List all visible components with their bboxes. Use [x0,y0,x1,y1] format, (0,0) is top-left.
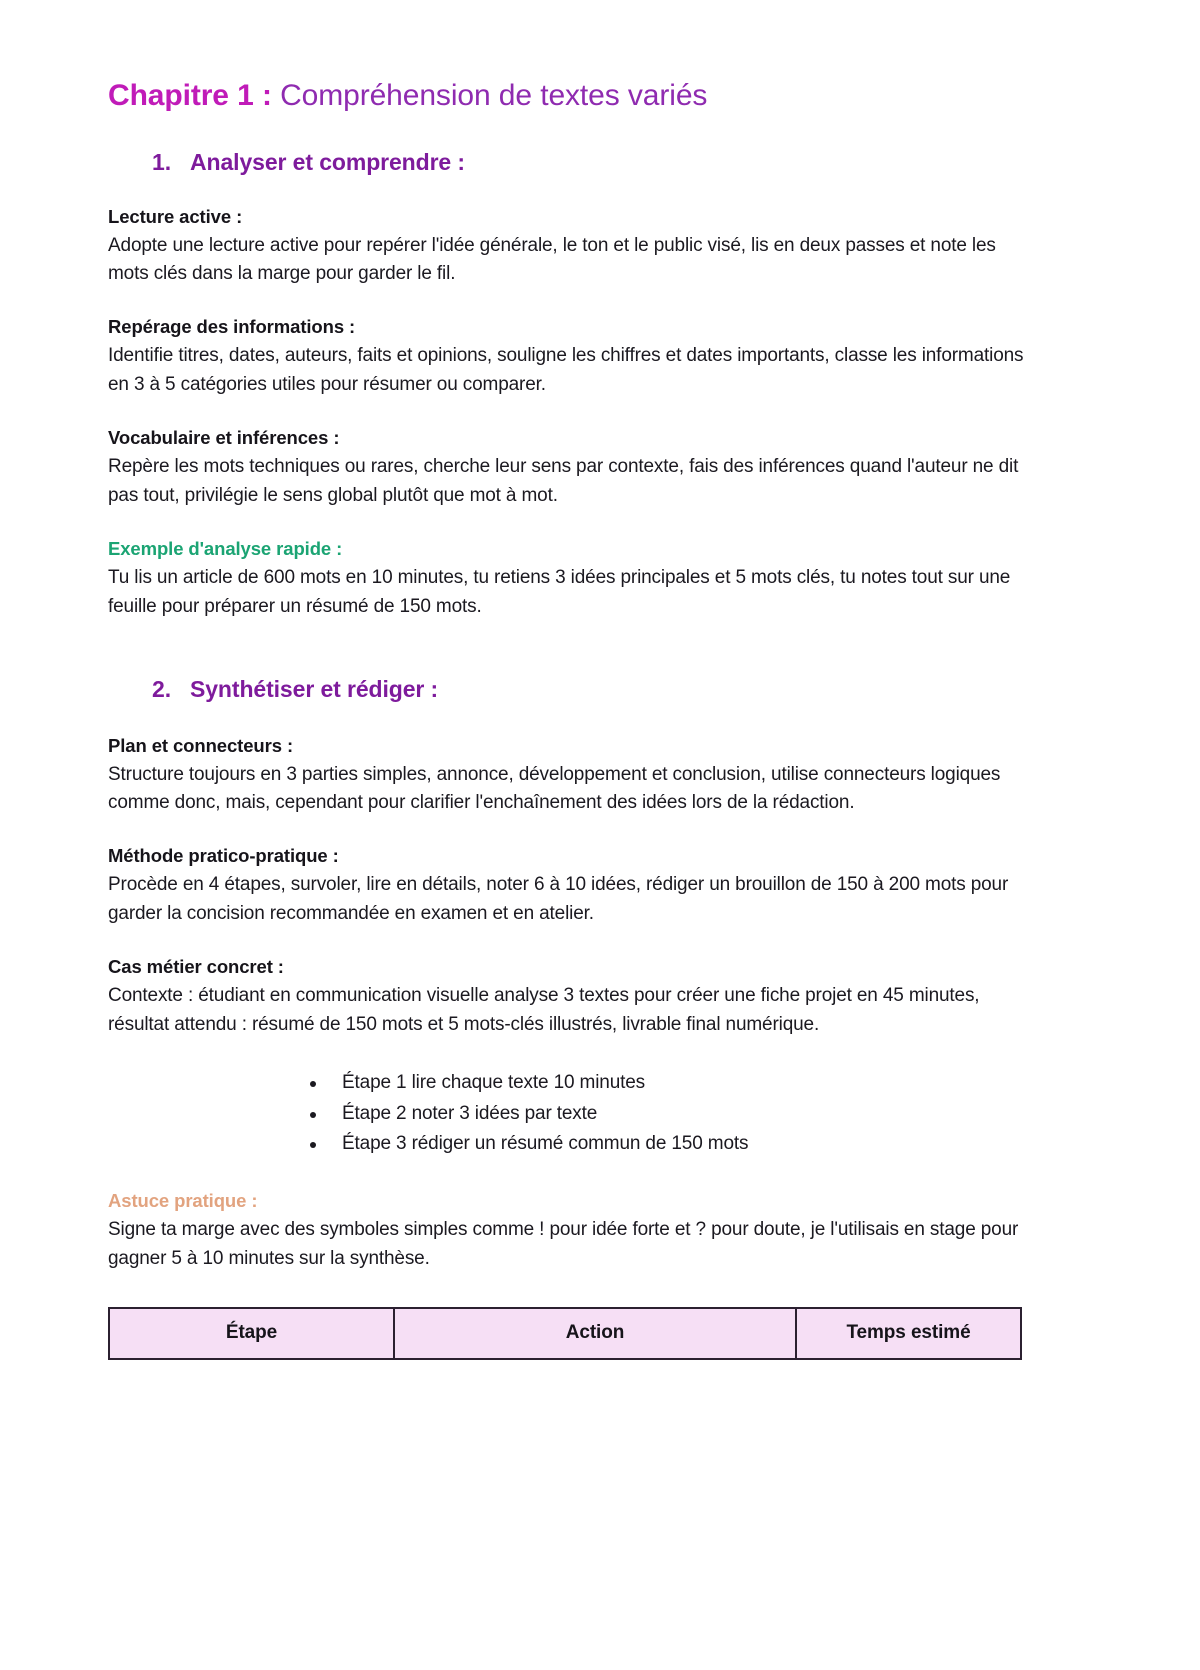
block-body: Repère les mots techniques ou rares, cherche leur sens par contexte, fais des inférences quand l'auteur ne dit pas tout, privilégie le sens global plutôt que mot à mot. [108,456,1019,506]
list-item: Étape 3 rédiger un résumé commun de 150 mots [304,1129,1092,1160]
block-body: Contexte : étudiant en communication visuelle analyse 3 textes pour créer une fiche projet en 45 minutes, résultat attendu : résumé de 150 mots et 5 mots-clés illustrés, livrable final numérique. [108,985,980,1035]
list-item: Étape 2 noter 3 idées par texte [304,1099,1092,1130]
block-title: Lecture active : [108,205,243,227]
table-header-action: Action [394,1308,796,1359]
block-title: Méthode pratico-pratique : [108,845,339,867]
section-label-2: Synthétiser et rédiger : [190,675,439,702]
steps-bullet-list [108,1068,1092,1160]
section-heading-2 [108,676,1092,703]
section-label-1: Analyser et comprendre : [190,148,465,175]
section-number-1: 1. [152,148,171,175]
block-exemple-analyse-rapide [108,538,1036,622]
block-cas-metier-concret [108,956,1036,1040]
section-heading-1 [108,149,1092,176]
block-reperage-informations [108,316,1036,400]
block-body: Identifie titres, dates, auteurs, faits et opinions, souligne les chiffres et dates importants, classe les informations en 3 à 5 catégories utiles pour résumer ou comparer. [108,345,1024,396]
steps-table [108,1307,1022,1360]
section-number-2: 2. [152,675,171,702]
chapter-label: Chapitre 1 : [108,79,272,112]
block-title: Plan et connecteurs : [108,734,294,756]
block-body: Tu lis un article de 600 mots en 10 minutes, tu retiens 3 idées principales et 5 mots clés, tu notes tout sur une feuille pour préparer un résumé de 150 mots. [108,566,1011,617]
chapter-title: Compréhension de textes variés [271,79,708,112]
table-header-temps-estime: Temps estimé [796,1308,1021,1359]
block-methode-pratico-pratique [108,845,1036,929]
block-title: Vocabulaire et inférences : [108,427,340,449]
list-item: Étape 1 lire chaque texte 10 minutes [304,1068,1092,1099]
table-header-etape: Étape [109,1308,394,1359]
steps-table-wrapper [108,1307,1092,1360]
block-plan-connecteurs [108,735,1036,819]
block-title: Repérage des informations : [108,316,356,338]
block-body: Adopte une lecture active pour repérer l'idée générale, le ton et le public visé, lis en deux passes et note les mots clés dans la marge pour garder le fil. [108,234,996,285]
block-body: Structure toujours en 3 parties simples, annonce, développement et conclusion, utilise connecteurs logiques comme donc, mais, cependant pour clarifier l'enchaînement des idées lors de la rédaction. [108,763,1001,814]
block-body: Signe ta marge avec des symboles simples comme ! pour idée forte et ? pour doute, je l'utilisais en stage pour gagner 5 à 10 minutes sur la synthèse. [108,1219,1019,1270]
block-title: Exemple d'analyse rapide : [108,537,343,559]
table-header-row [109,1308,1021,1359]
block-astuce-pratique [108,1190,1036,1274]
block-body: Procède en 4 étapes, survoler, lire en détails, noter 6 à 10 idées, rédiger un brouillon de 150 à 200 mots pour garder la concision recommandée en examen et en atelier. [108,874,1009,925]
block-title: Cas métier concret : [108,956,284,978]
page-title [108,78,1092,115]
block-title: Astuce pratique : [108,1190,258,1212]
block-vocabulaire-inferences [108,427,1036,511]
block-lecture-active [108,206,1036,290]
